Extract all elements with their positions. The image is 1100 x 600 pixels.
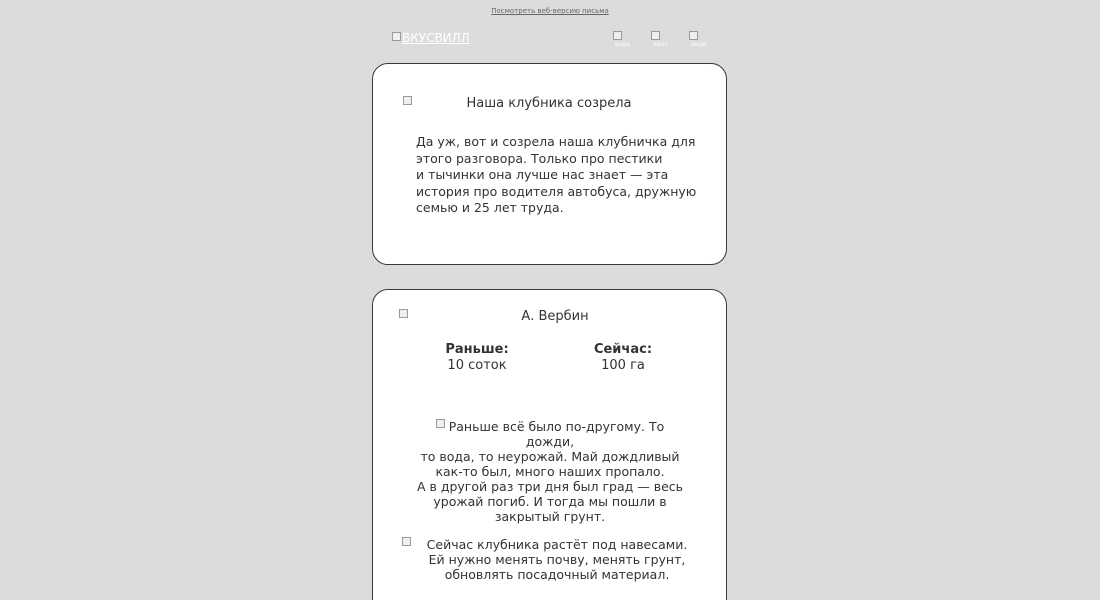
before-column xyxy=(417,342,537,374)
now-label: Сейчас: xyxy=(593,342,653,357)
intro-line: история про водителя автобуса, дружную xyxy=(416,183,697,199)
web-version-link[interactable]: Посмотреть веб-версию письма xyxy=(491,7,609,15)
intro-line: этого разговора. Только про пестики xyxy=(416,150,663,166)
story-line: то вода, то неурожай. Май дождливый xyxy=(420,449,680,464)
story-line: обновлять посадочный материал. xyxy=(444,567,670,582)
now-value: 100 га xyxy=(601,358,645,373)
author-name: А. Вербин xyxy=(521,309,589,324)
story-line: Раньше всё было по-другому. То дожди, xyxy=(448,419,665,449)
story-line: как-то был, много наших пропало. xyxy=(435,464,665,479)
intro-line: семью и 25 лет труда. xyxy=(416,200,564,215)
intro-line: и тычинки она лучше нас знает — эта xyxy=(416,167,669,182)
intro-heading-text: Наша клубника созрела xyxy=(466,96,632,111)
broken-image-icon xyxy=(399,309,408,318)
logo-link[interactable] xyxy=(392,31,470,45)
story-line: Ей нужно менять почву, менять грунт, xyxy=(428,552,686,567)
broken-image-icon xyxy=(392,32,401,41)
intro-paragraph xyxy=(416,134,706,217)
broken-image-icon xyxy=(613,31,622,40)
broken-image-icon xyxy=(689,31,698,40)
now-column xyxy=(563,342,683,374)
story-line: А в другой раз три дня был град — весь xyxy=(416,479,684,494)
intro-line: Да уж, вот и созрела наша клубничка для xyxy=(416,134,696,149)
story-paragraph-1 xyxy=(415,419,685,524)
nav-icon-caption: конт xyxy=(653,41,668,48)
story-card xyxy=(372,289,727,600)
nav-icon-caption: акци xyxy=(691,41,707,48)
nav-icon-caption: вода xyxy=(615,41,631,48)
story-line: закрытый грунт. xyxy=(494,509,606,524)
nav-icon-contacts[interactable] xyxy=(651,31,675,48)
story-paragraph-2 xyxy=(417,537,697,582)
story-line: Сейчас клубника растёт под навесами. xyxy=(426,537,688,552)
broken-image-icon xyxy=(402,537,411,546)
before-label: Раньше: xyxy=(445,342,509,357)
nav-icon-promos[interactable] xyxy=(689,31,713,48)
nav-icon-water[interactable] xyxy=(613,31,637,48)
logo-alt-text: ВКУСВИЛЛ xyxy=(402,31,470,45)
broken-image-icon xyxy=(651,31,660,40)
before-value: 10 соток xyxy=(447,358,507,373)
broken-image-icon xyxy=(436,419,445,428)
intro-heading xyxy=(373,96,725,111)
broken-image-icon xyxy=(403,96,412,105)
intro-card xyxy=(372,63,727,265)
story-line: урожай погиб. И тогда мы пошли в xyxy=(433,494,667,509)
author-heading xyxy=(385,309,725,324)
